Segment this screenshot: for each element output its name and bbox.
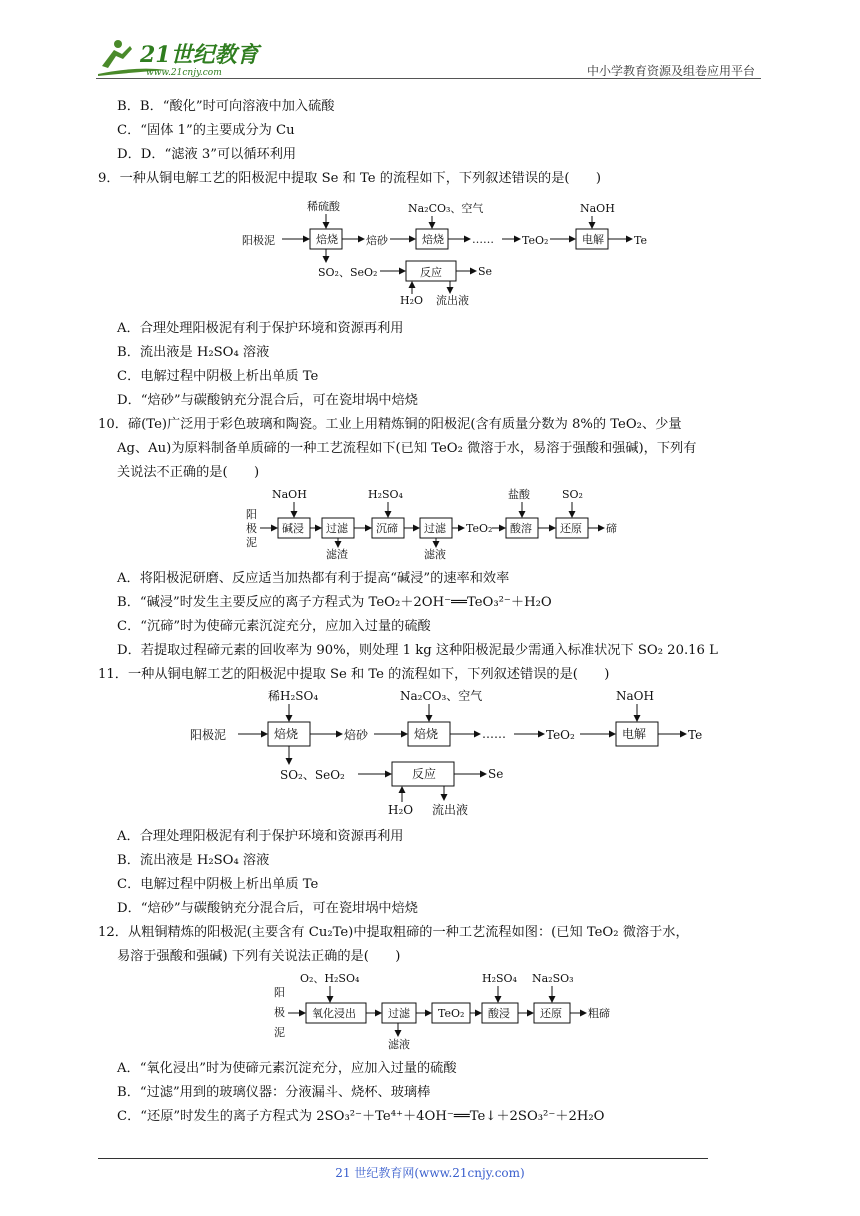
svg-text:流出液: 流出液 bbox=[432, 803, 469, 817]
svg-text:焙砂: 焙砂 bbox=[344, 728, 369, 742]
q9-se: Se bbox=[478, 265, 493, 278]
logo-url: www.21cnjy.com bbox=[146, 68, 222, 78]
svg-text:TeO₂: TeO₂ bbox=[546, 728, 575, 742]
svg-text:TeO₂: TeO₂ bbox=[466, 522, 493, 535]
q11-option-a: A．合理处理阳极泥有利于保护环境和资源再利用 bbox=[117, 829, 404, 844]
q12-stem-2: 易溶于强酸和强碱) 下列有关说法正确的是( ) bbox=[117, 949, 401, 964]
q11-option-b: B．流出液是 H₂SO₄ 溶液 bbox=[117, 853, 270, 868]
q9-start: 阳极泥 bbox=[242, 234, 275, 247]
svg-text:还原: 还原 bbox=[560, 522, 582, 535]
q9-flow-diagram bbox=[240, 198, 660, 310]
q9-option-d: D．“焙砂”与碳酸钠充分混合后，可在瓷坩埚中焙烧 bbox=[117, 393, 418, 408]
q12-option-b: B．“过滤”用到的玻璃仪器：分液漏斗、烧杯、玻璃棒 bbox=[117, 1085, 431, 1100]
q10-stem-3: 关说法不正确的是( ) bbox=[117, 465, 260, 480]
svg-text:过滤: 过滤 bbox=[388, 1007, 410, 1020]
q10-stem-2: Ag、Au)为原料制备单质碲的一种工艺流程如下(已知 TeO₂ 微溶于水，易溶于强酸和强碱)，下列有 bbox=[117, 441, 697, 456]
svg-text:酸浸: 酸浸 bbox=[488, 1007, 510, 1020]
logo-text: 21世纪教育 bbox=[140, 42, 259, 68]
option-b: B．B．“酸化”时可向溶液中加入硫酸 bbox=[117, 99, 335, 114]
svg-text:Te: Te bbox=[688, 728, 703, 742]
q9-mid1: 焙砂 bbox=[366, 234, 388, 247]
q9-teo2: TeO₂ bbox=[522, 234, 549, 247]
svg-text:滤渣: 滤渣 bbox=[326, 548, 348, 561]
svg-text:Na₂CO₃、空气: Na₂CO₃、空气 bbox=[400, 689, 483, 703]
q9-box1: 焙烧 bbox=[316, 233, 338, 246]
svg-text:碱浸: 碱浸 bbox=[282, 522, 304, 535]
q11-stem: 11．一种从铜电解工艺的阳极泥中提取 Se 和 Te 的流程如下，下列叙述错误的是( ) bbox=[98, 667, 610, 682]
svg-text:过滤: 过滤 bbox=[326, 522, 348, 535]
q11-option-d: D．“焙砂”与碳酸钠充分混合后，可在瓷坩埚中焙烧 bbox=[117, 901, 418, 916]
q12-option-a: A．“氧化浸出”时为使碲元素沉淀充分，应加入过量的硫酸 bbox=[117, 1061, 457, 1076]
q9-reagent2: Na₂CO₃、空气 bbox=[408, 202, 484, 215]
q10-option-d: D．若提取过程碲元素的回收率为 90%，则处理 1 kg 这种阳极泥最少需通入标准状况下 SO₂ 20.16 L bbox=[117, 643, 718, 658]
svg-text:阳: 阳 bbox=[246, 508, 257, 521]
q9-reagent1: 稀硫酸 bbox=[307, 200, 340, 213]
footer-link[interactable]: 21 世纪教育网(www.21cnjy.com) bbox=[335, 1166, 525, 1180]
option-c: C．“固体 1”的主要成分为 Cu bbox=[117, 123, 295, 138]
q12-stem-1: 12．从粗铜精炼的阳极泥(主要含有 Cu₂Te)中提取粗碲的一种工艺流程如图：(已知 TeO₂ 微溶于水， bbox=[98, 925, 689, 940]
site-logo bbox=[96, 36, 266, 78]
q10-stem-1: 10．碲(Te)广泛用于彩色玻璃和陶瓷。工业上用精炼铜的阳极泥(含有质量分数为 8%的 TeO₂、少量 bbox=[98, 417, 682, 432]
svg-text:粗碲: 粗碲 bbox=[588, 1007, 610, 1020]
q9-h2o: H₂O bbox=[400, 294, 424, 307]
svg-text:盐酸: 盐酸 bbox=[508, 488, 530, 501]
q9-stem: 9．一种从铜电解工艺的阳极泥中提取 Se 和 Te 的流程如下，下列叙述错误的是( ) bbox=[98, 171, 602, 186]
svg-text:SO₂、SeO₂: SO₂、SeO₂ bbox=[280, 768, 345, 782]
q9-liquid: 流出液 bbox=[436, 294, 469, 307]
svg-text:滤液: 滤液 bbox=[388, 1038, 410, 1051]
q9-gas: SO₂、SeO₂ bbox=[318, 266, 378, 279]
header-divider bbox=[96, 78, 761, 79]
svg-text:O₂、H₂SO₄: O₂、H₂SO₄ bbox=[300, 972, 360, 985]
q9-dots: …… bbox=[472, 233, 494, 246]
svg-text:泥: 泥 bbox=[246, 536, 257, 549]
q12-option-c: C．“还原”时发生的离子方程式为 2SO₃²⁻＋Te⁴⁺＋4OH⁻══Te↓＋2SO₃²⁻＋2H₂O bbox=[117, 1109, 605, 1124]
svg-text:碲: 碲 bbox=[606, 522, 617, 535]
svg-text:NaOH: NaOH bbox=[616, 689, 654, 703]
svg-text:氧化浸出: 氧化浸出 bbox=[312, 1007, 356, 1020]
q9-option-b: B．流出液是 H₂SO₄ 溶液 bbox=[117, 345, 270, 360]
svg-text:Se: Se bbox=[488, 767, 504, 781]
q9-option-a: A．合理处理阳极泥有利于保护环境和资源再利用 bbox=[117, 321, 404, 336]
svg-text:还原: 还原 bbox=[540, 1007, 562, 1020]
svg-text:……: …… bbox=[482, 727, 506, 741]
svg-text:TeO₂: TeO₂ bbox=[438, 1007, 465, 1020]
q9-box3: 电解 bbox=[582, 233, 604, 246]
q10-option-b: B．“碱浸”时发生主要反应的离子方程式为 TeO₂＋2OH⁻══TeO₃²⁻＋H₂O bbox=[117, 595, 552, 610]
svg-text:稀H₂SO₄: 稀H₂SO₄ bbox=[268, 689, 319, 703]
header-platform-text: 中小学教育资源及组卷应用平台 bbox=[586, 64, 755, 78]
q9-option-c: C．电解过程中阴极上析出单质 Te bbox=[117, 369, 319, 384]
q9-box4: 反应 bbox=[420, 266, 442, 279]
svg-text:阳: 阳 bbox=[274, 986, 285, 999]
svg-text:H₂SO₄: H₂SO₄ bbox=[482, 972, 517, 985]
q12-flow-diagram bbox=[270, 968, 630, 1052]
svg-text:焙烧: 焙烧 bbox=[414, 727, 439, 741]
svg-text:焙烧: 焙烧 bbox=[274, 727, 299, 741]
svg-text:SO₂: SO₂ bbox=[562, 488, 583, 501]
q10-flow-diagram bbox=[244, 484, 624, 564]
q10-option-c: C．“沉碲”时为使碲元素沉淀充分，应加入过量的硫酸 bbox=[117, 619, 431, 634]
svg-text:电解: 电解 bbox=[622, 727, 647, 741]
svg-text:H₂O: H₂O bbox=[388, 803, 414, 817]
option-d: D．D．“滤液 3”可以循环利用 bbox=[117, 147, 297, 162]
svg-text:NaOH: NaOH bbox=[272, 488, 307, 501]
svg-text:滤液: 滤液 bbox=[424, 548, 446, 561]
q9-box2: 焙烧 bbox=[422, 233, 444, 246]
svg-text:Na₂SO₃: Na₂SO₃ bbox=[532, 972, 574, 985]
svg-text:泥: 泥 bbox=[274, 1026, 285, 1039]
svg-text:反应: 反应 bbox=[412, 767, 437, 781]
svg-text:H₂SO₄: H₂SO₄ bbox=[368, 488, 403, 501]
q11-option-c: C．电解过程中阴极上析出单质 Te bbox=[117, 877, 319, 892]
svg-text:沉碲: 沉碲 bbox=[376, 522, 398, 535]
svg-text:极: 极 bbox=[274, 1006, 285, 1019]
svg-text:酸溶: 酸溶 bbox=[510, 522, 532, 535]
q10-option-a: A．将阳极泥研磨、反应适当加热都有利于提高“碱浸”的速率和效率 bbox=[117, 571, 510, 586]
footer-divider bbox=[98, 1158, 708, 1159]
svg-text:极: 极 bbox=[246, 522, 257, 535]
q11-flow-diagram bbox=[188, 684, 708, 820]
q9-end: Te bbox=[634, 234, 647, 247]
svg-text:过滤: 过滤 bbox=[424, 522, 446, 535]
svg-text:阳极泥: 阳极泥 bbox=[190, 728, 227, 742]
q9-reagent3: NaOH bbox=[580, 202, 615, 215]
